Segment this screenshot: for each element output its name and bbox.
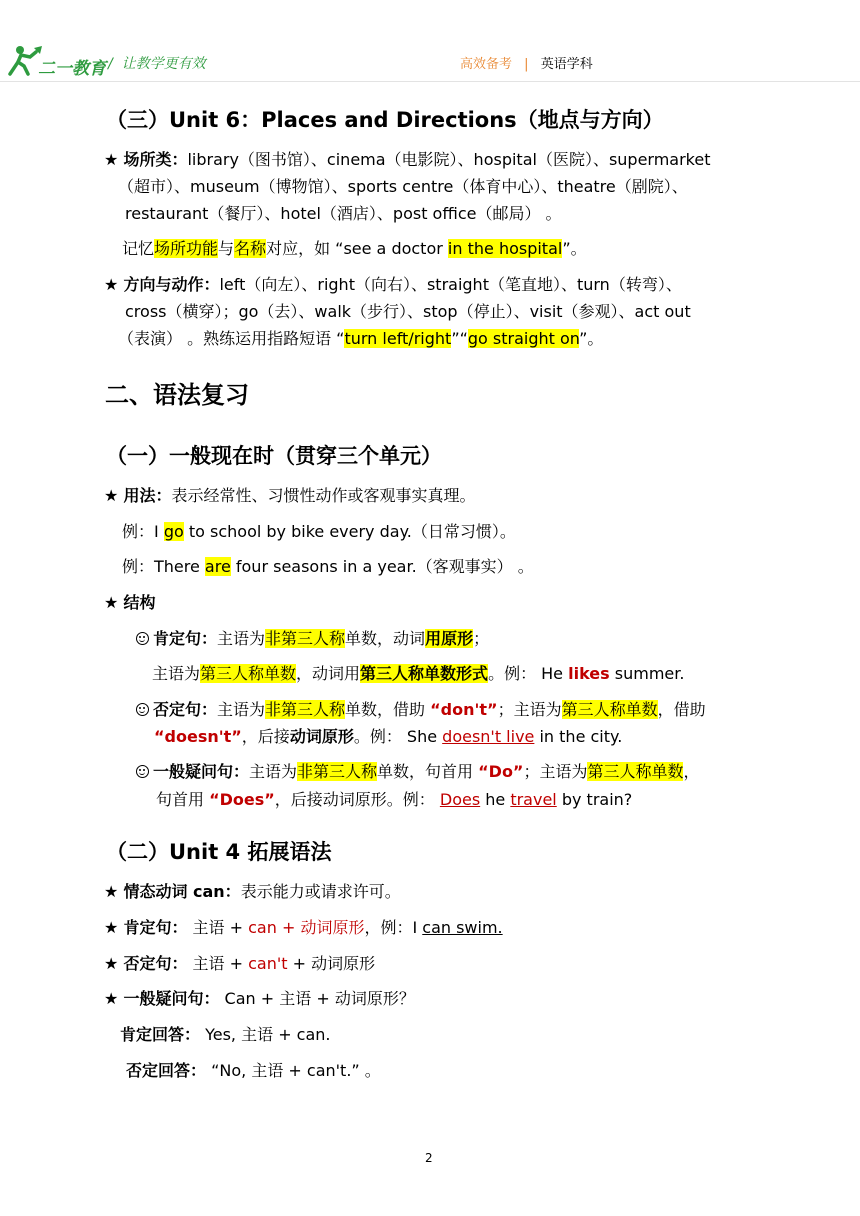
smiley-icon [136,703,149,716]
header-slogan: / 让教学更有效 [108,56,206,72]
header-separator: | [524,57,529,72]
header-logo [4,44,104,80]
star-bullet-icon: ★ [104,882,119,901]
present-simple-title: （一）一般现在时（贯穿三个单元） [106,444,442,468]
directions-line-3: （表演） 。熟练运用指路短语 “turn left/right”“go straight on”。 [118,329,604,348]
positive-line-1: 肯定句：主语为非第三人称单数，动词用原形； [136,628,489,650]
question-line-2: 句首用 “Does”，后接动词原形。例： Does he travel by train? [156,790,633,809]
slogan-text: 让教学更有效 [121,56,206,72]
section-unit6-title: （三）Unit 6：Places and Directions（地点与方向） [106,108,664,132]
header-tag-b: 英语学科 [540,57,593,72]
smiley-icon [136,765,149,778]
example-2: 例：There are four seasons in a year.（客观事实） 。 [122,557,534,576]
places-line-3: restaurant（餐厅）、hotel（酒店）、post office（邮局） 。 [125,204,562,223]
modal-line: ★ 情态动词 can：表示能力或请求许可。 [104,882,401,901]
directions-line-1: ★ 方向与动作：left（向左）、right（向右）、straight（笔直地）、turn（转弯）、 [104,275,682,294]
header-tag-a: 高效备考 [460,57,513,72]
places-line-1: ★ 场所类：library（图书馆）、cinema（电影院）、hospital（医院）、supermarket [104,150,711,169]
unit4-title: （二）Unit 4 拓展语法 [106,840,332,864]
usage-line: ★ 用法：表示经常性、习惯性动作或客观事实真理。 [104,486,476,505]
header-right [460,53,593,72]
negative-line-1: 否定句：主语为非第三人称单数，借助 “don't”；主语为第三人称单数，借助 [136,699,706,721]
page-number: 2 [425,1151,433,1165]
answer-negative: 否定回答： “No, 主语 + can't.” 。 [126,1061,381,1080]
can-negative: ★ 否定句： 主语 + can't + 动词原形 [104,954,376,973]
answer-positive: 肯定回答： Yes, 主语 + can. [120,1025,331,1044]
example-1: 例：I go to school by bike every day.（日常习惯）。 [122,522,516,541]
star-bullet-icon: ★ [104,150,119,169]
star-bullet-icon: ★ [104,989,119,1008]
can-question: ★ 一般疑问句： Can + 主语 + 动词原形？ [104,989,415,1008]
star-bullet-icon: ★ [104,275,119,294]
directions-line-2: cross（横穿）；go（去）、walk（步行）、stop（停止）、visit（参观）、act out [125,302,691,321]
places-line-2: （超市）、museum（博物馆）、sports centre（体育中心）、theatre（剧院）、 [118,177,688,196]
star-bullet-icon: ★ [104,918,119,937]
star-bullet-icon: ★ [104,954,119,973]
structure-label: ★ 结构 [104,593,156,612]
star-bullet-icon: ★ [104,486,119,505]
logo-text: 二一教育 [38,59,106,79]
memo-line: 记忆场所功能与名称对应，如 “see a doctor in the hospital”。 [122,239,587,258]
question-line-1: 一般疑问句：主语为非第三人称单数，句首用 “Do”；主语为第三人称单数， [136,761,700,783]
smiley-icon [136,632,149,645]
positive-line-2: 主语为第三人称单数，动词用第三人称单数形式。例： He likes summer. [152,664,685,683]
can-positive: ★ 肯定句： 主语 + can + 动词原形，例：I can swim. [104,918,503,937]
header-divider [0,81,860,82]
star-bullet-icon: ★ [104,593,119,612]
grammar-title: 二、语法复习 [105,381,249,409]
negative-line-2: “doesn't”，后接动词原形。例： She doesn't live in the city. [154,727,623,746]
